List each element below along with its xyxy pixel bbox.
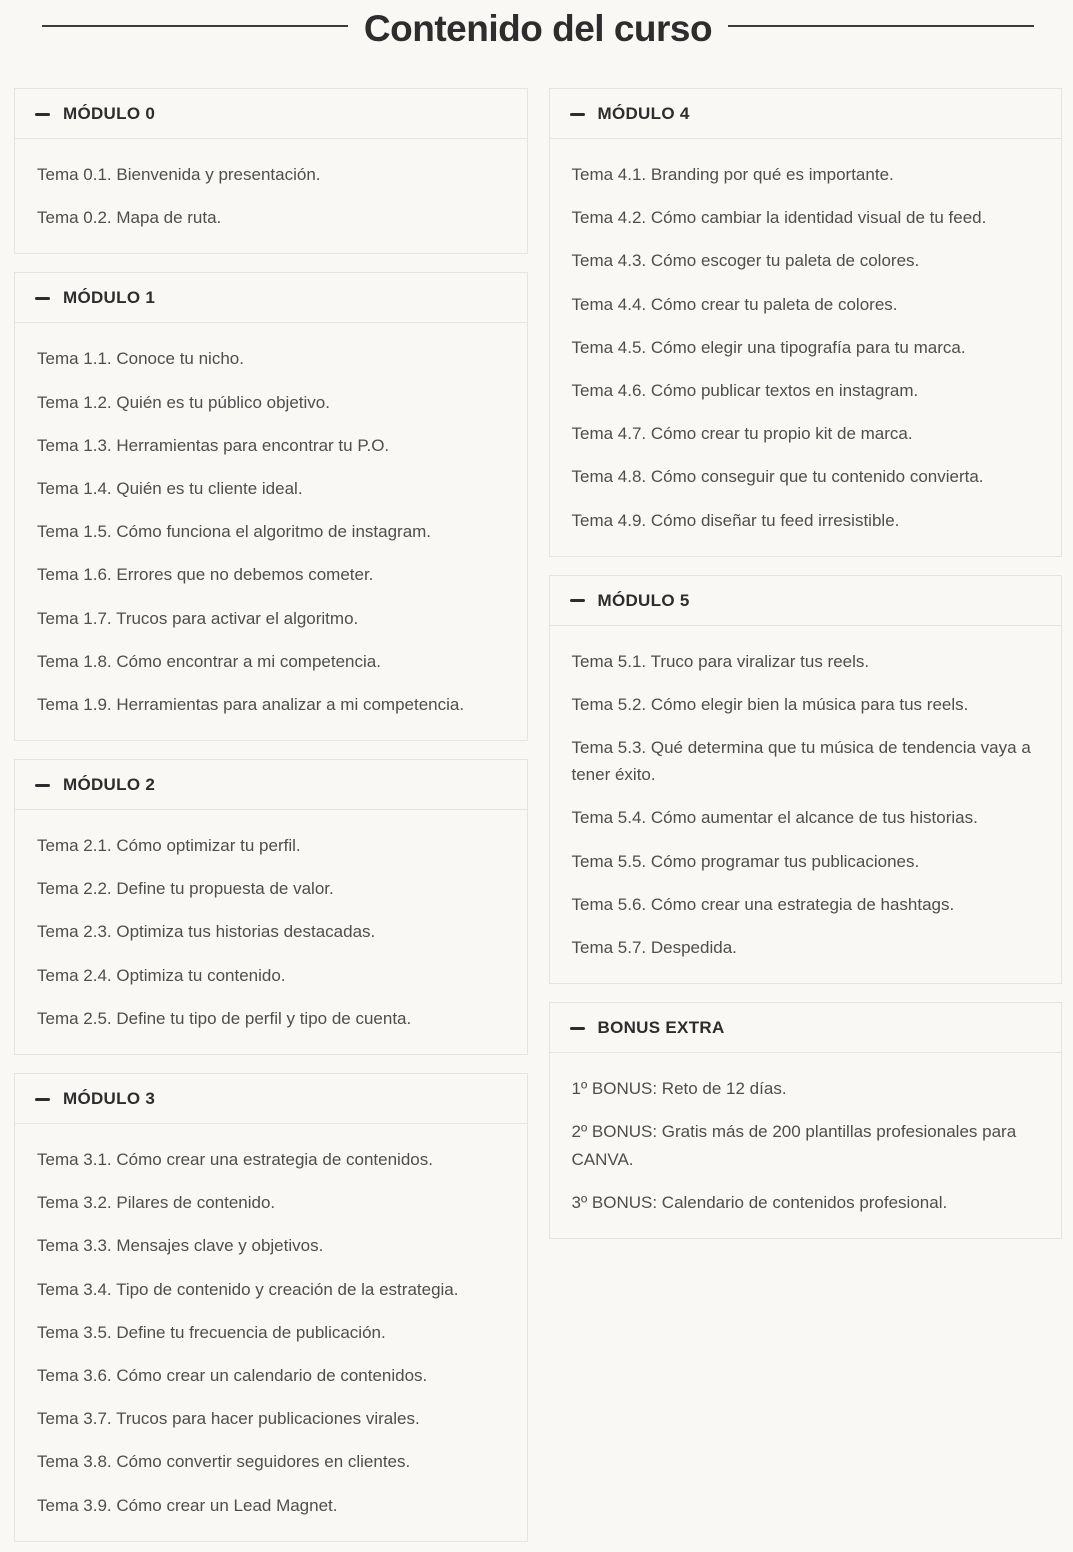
module-header[interactable] xyxy=(15,273,527,323)
topic-item: Tema 0.2. Mapa de ruta. xyxy=(37,208,222,228)
module-accordion xyxy=(14,272,528,741)
page-header xyxy=(14,0,1062,50)
module-title: MÓDULO 5 xyxy=(597,590,690,610)
topic-item: Tema 2.2. Define tu propuesta de valor. xyxy=(37,879,334,899)
topic-item: Tema 5.1. Truco para viralizar tus reels. xyxy=(571,651,870,671)
collapse-minus-icon xyxy=(35,1098,50,1101)
title-rule-left xyxy=(42,25,348,27)
topic-item: Tema 3.3. Mensajes clave y objetivos. xyxy=(37,1236,324,1256)
module-title: MÓDULO 2 xyxy=(63,775,156,795)
module-body xyxy=(15,810,527,1054)
topic-item: Tema 1.3. Herramientas para encontrar tu P.O. xyxy=(37,435,390,455)
topic-item: Tema 5.7. Despedida. xyxy=(571,938,737,957)
right-column xyxy=(549,88,1063,1239)
collapse-minus-icon xyxy=(570,599,585,602)
module-accordion xyxy=(14,759,528,1055)
module-header[interactable] xyxy=(15,760,527,810)
topic-item: Tema 4.8. Cómo conseguir que tu contenido convierta. xyxy=(571,467,984,487)
topic-item: Tema 1.5. Cómo funciona el algoritmo de instagram. xyxy=(37,522,432,542)
topic-item: Tema 5.5. Cómo programar tus publicaciones. xyxy=(571,851,920,871)
topic-item: Tema 4.4. Cómo crear tu paleta de colores. xyxy=(571,294,898,314)
topic-item: Tema 2.4. Optimiza tu contenido. xyxy=(37,965,286,985)
topic-item: Tema 4.1. Branding por qué es importante. xyxy=(571,165,894,184)
module-body xyxy=(550,139,1062,556)
topic-item: Tema 3.5. Define tu frecuencia de publicación. xyxy=(37,1322,386,1342)
topic-item: Tema 5.3. Qué determina que tu música de tendencia vaya a tener éxito. xyxy=(571,738,1031,785)
module-body xyxy=(15,1124,527,1541)
topic-item: Tema 4.6. Cómo publicar textos en instagram. xyxy=(571,380,919,400)
topic-item: Tema 2.5. Define tu tipo de perfil y tipo de cuenta. xyxy=(37,1008,412,1028)
topic-item: Tema 4.7. Cómo crear tu propio kit de marca. xyxy=(571,424,913,444)
title-rule-right xyxy=(728,25,1034,27)
left-column xyxy=(14,88,528,1542)
topic-item: Tema 4.3. Cómo escoger tu paleta de colores. xyxy=(571,251,920,271)
topic-item: Tema 1.7. Trucos para activar el algoritmo. xyxy=(37,608,359,628)
topic-item: Tema 5.6. Cómo crear una estrategia de hashtags. xyxy=(571,894,955,914)
collapse-minus-icon xyxy=(570,1027,585,1030)
topic-item: Tema 3.8. Cómo convertir seguidores en clientes. xyxy=(37,1452,411,1472)
topic-item: 2º BONUS: Gratis más de 200 plantillas profesionales para CANVA. xyxy=(571,1122,1017,1169)
module-header[interactable] xyxy=(550,1003,1062,1053)
page-title: Contenido del curso xyxy=(363,8,713,49)
collapse-minus-icon xyxy=(570,113,585,116)
module-accordion xyxy=(549,88,1063,557)
module-title: BONUS EXTRA xyxy=(597,1018,725,1038)
collapse-minus-icon xyxy=(35,113,50,116)
module-accordion xyxy=(14,88,528,254)
module-body xyxy=(15,323,527,740)
topic-item: Tema 0.1. Bienvenida y presentación. xyxy=(37,165,321,184)
topic-item: Tema 1.4. Quién es tu cliente ideal. xyxy=(37,478,303,498)
module-title: MÓDULO 1 xyxy=(63,288,156,308)
topic-item: Tema 5.4. Cómo aumentar el alcance de tus historias. xyxy=(571,808,978,828)
module-title: MÓDULO 4 xyxy=(597,104,690,123)
topic-item: Tema 3.2. Pilares de contenido. xyxy=(37,1193,276,1213)
topic-item: Tema 3.1. Cómo crear una estrategia de contenidos. xyxy=(37,1150,433,1169)
topic-item: Tema 5.2. Cómo elegir bien la música para tus reels. xyxy=(571,694,969,714)
collapse-minus-icon xyxy=(35,784,50,787)
module-body xyxy=(550,626,1062,984)
module-body xyxy=(550,1053,1062,1238)
topic-item: Tema 1.6. Errores que no debemos cometer. xyxy=(37,565,374,585)
topic-item: Tema 1.9. Herramientas para analizar a mi competencia. xyxy=(37,694,465,714)
topic-item: Tema 3.4. Tipo de contenido y creación de la estrategia. xyxy=(37,1279,459,1299)
module-accordion xyxy=(549,1002,1063,1239)
topic-item: Tema 2.1. Cómo optimizar tu perfil. xyxy=(37,836,301,856)
module-header[interactable] xyxy=(550,89,1062,139)
module-title: MÓDULO 3 xyxy=(63,1089,156,1108)
topic-item: 1º BONUS: Reto de 12 días. xyxy=(571,1079,787,1099)
module-header[interactable] xyxy=(550,576,1062,626)
module-title: MÓDULO 0 xyxy=(63,104,156,123)
topic-item: Tema 4.2. Cómo cambiar la identidad visual de tu feed. xyxy=(571,208,987,228)
module-body xyxy=(15,139,527,253)
modules-grid xyxy=(14,88,1062,1542)
topic-item: Tema 1.8. Cómo encontrar a mi competencia. xyxy=(37,651,381,671)
topic-item: Tema 2.3. Optimiza tus historias destacadas. xyxy=(37,922,376,942)
module-accordion xyxy=(14,1073,528,1542)
collapse-minus-icon xyxy=(35,297,50,300)
topic-item: Tema 4.9. Cómo diseñar tu feed irresistible. xyxy=(571,510,900,530)
topic-item: Tema 1.2. Quién es tu público objetivo. xyxy=(37,392,330,412)
topic-item: 3º BONUS: Calendario de contenidos profesional. xyxy=(571,1192,948,1212)
module-accordion xyxy=(549,575,1063,985)
topic-item: Tema 3.6. Cómo crear un calendario de contenidos. xyxy=(37,1365,428,1385)
topic-item: Tema 3.9. Cómo crear un Lead Magnet. xyxy=(37,1495,338,1515)
module-header[interactable] xyxy=(15,1074,527,1124)
topic-item: Tema 4.5. Cómo elegir una tipografía para tu marca. xyxy=(571,337,966,357)
module-header[interactable] xyxy=(15,89,527,139)
topic-item: Tema 1.1. Conoce tu nicho. xyxy=(37,349,244,369)
topic-item: Tema 3.7. Trucos para hacer publicaciones virales. xyxy=(37,1409,420,1429)
